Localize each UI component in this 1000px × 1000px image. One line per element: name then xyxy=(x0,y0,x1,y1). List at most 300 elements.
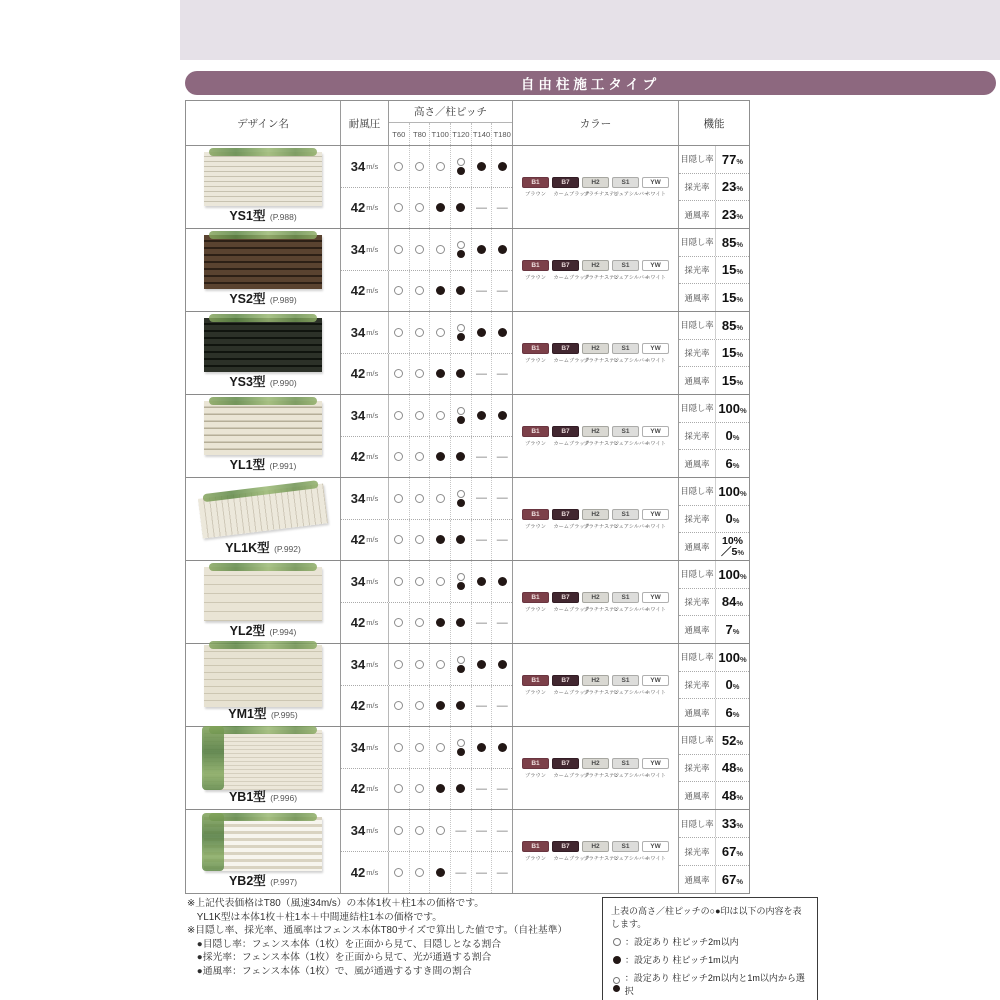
function-value: 15% xyxy=(721,262,744,278)
wind-pitch-cell xyxy=(341,478,513,560)
function-row xyxy=(679,671,749,699)
product-table xyxy=(185,100,750,894)
design-page-ref: (P.997) xyxy=(270,877,298,887)
function-value: 77% xyxy=(721,151,744,167)
color-swatch-B1: B1 ブラウン xyxy=(522,509,549,530)
function-row xyxy=(679,478,749,505)
pitch-mark-none: — xyxy=(471,188,492,229)
legend-title: 上表の高さ／柱ピッチの○●印は以下の内容を表します。 xyxy=(611,906,802,929)
wind-row-34 xyxy=(341,478,512,520)
wind-speed-unit: m/s xyxy=(366,244,379,254)
fence-photo-wrap xyxy=(186,645,340,707)
pitch-mark-none: — xyxy=(450,810,471,851)
color-swatches xyxy=(513,810,679,893)
header-size-t80: T80 xyxy=(409,123,430,145)
pitch-mark-open xyxy=(389,561,409,602)
function-label: 通風率 xyxy=(679,284,716,311)
wind-speed-cell xyxy=(341,312,389,353)
design-name-line xyxy=(230,624,297,639)
color-swatch-B1: B1 ブラウン xyxy=(522,177,549,198)
function-row xyxy=(679,837,749,865)
color-swatch-YW: YW ホワイト xyxy=(642,592,669,613)
color-swatch-H2: H2 プラチナステン xyxy=(583,427,620,447)
wind-speed-value: 42 xyxy=(350,283,366,299)
wind-speed-value: 42 xyxy=(350,200,366,216)
legend-item-text: ：設定あり 柱ピッチ1m以内 xyxy=(625,955,739,965)
function-value: 67% xyxy=(721,843,744,859)
header-height-pitch-group xyxy=(389,101,513,145)
wind-speed-cell xyxy=(341,727,389,768)
wind-speed-value: 34 xyxy=(350,241,366,257)
design-page-ref: (P.990) xyxy=(269,378,297,388)
design-name: YB2型 xyxy=(228,874,266,888)
design-page-ref: (P.989) xyxy=(269,295,297,305)
function-value: 10%／5% xyxy=(720,534,744,558)
wind-speed-value: 42 xyxy=(350,865,366,880)
function-label: 目隠し率 xyxy=(679,229,716,256)
color-swatch-B7: B7 カームブラック xyxy=(553,759,590,779)
pitch-mark-none: — xyxy=(491,769,512,810)
function-label: 目隠し率 xyxy=(679,727,716,754)
pitch-mark-open xyxy=(389,395,409,436)
fence-photo xyxy=(198,483,328,538)
pitch-mark-open xyxy=(389,644,409,685)
wind-pitch-cell xyxy=(341,810,513,893)
pitch-mark-none: — xyxy=(471,520,492,561)
color-swatch-B1: B1 ブラウン xyxy=(522,592,549,613)
wind-speed-value: 42 xyxy=(350,781,366,797)
pitch-marks xyxy=(389,644,512,685)
pitch-mark-both xyxy=(450,727,471,768)
color-swatch-B7: B7 カームブラック xyxy=(553,843,590,862)
product-row xyxy=(186,146,749,229)
design-page-ref: (P.991) xyxy=(269,461,297,471)
function-value: 7% xyxy=(725,621,740,637)
wind-row-34 xyxy=(341,810,512,852)
function-row xyxy=(679,422,749,450)
pitch-mark-filled xyxy=(471,146,492,187)
pitch-mark-open xyxy=(389,686,409,727)
table-header xyxy=(186,101,749,146)
function-value: 15% xyxy=(721,372,744,388)
function-row xyxy=(679,505,749,533)
wind-speed-cell xyxy=(341,354,389,395)
color-swatch-S1: S1 ピュアシルバー xyxy=(613,676,650,696)
header-size-t120: T120 xyxy=(450,123,471,145)
pitch-mark-filled xyxy=(491,727,512,768)
pitch-mark-filled xyxy=(429,852,450,893)
wind-row-42 xyxy=(341,686,512,727)
wind-row-34 xyxy=(341,146,512,188)
pitch-mark-open xyxy=(409,561,430,602)
color-swatch-H2: H2 プラチナステン xyxy=(583,759,620,779)
function-value: 100% xyxy=(718,483,747,499)
page-top-band xyxy=(180,0,1000,60)
pitch-mark-none: — xyxy=(491,437,512,478)
footnote-line: ※目隠し率、採光率、通風率はフェンス本体T80サイズで算出した値です。（自社基準） xyxy=(187,925,568,937)
fence-photo-wrap xyxy=(186,398,340,458)
wind-speed-unit: m/s xyxy=(366,784,379,794)
wind-row-42 xyxy=(341,769,512,810)
pitch-mark-filled xyxy=(429,686,450,727)
design-page-ref: (P.988) xyxy=(269,212,297,222)
color-swatch-H2: H2 プラチナステン xyxy=(583,843,620,862)
pitch-mark-open xyxy=(409,686,430,727)
pitch-mark-filled xyxy=(450,271,471,312)
wind-speed-cell xyxy=(341,686,389,727)
pitch-mark-both xyxy=(450,561,471,602)
wind-speed-cell xyxy=(341,810,389,851)
function-value: 0% xyxy=(725,677,740,693)
color-swatches xyxy=(513,644,679,726)
product-row xyxy=(186,644,749,727)
fence-photo xyxy=(204,567,322,621)
product-row xyxy=(186,727,749,810)
pitch-mark-filled xyxy=(491,146,512,187)
function-cell xyxy=(679,727,749,809)
function-value: 67% xyxy=(721,871,744,887)
color-swatches xyxy=(513,727,679,809)
header-height-pitch: 高さ／柱ピッチ xyxy=(389,101,512,123)
open-circle-icon xyxy=(611,938,623,946)
fence-photo-wrap xyxy=(186,149,340,209)
pitch-mark-none: — xyxy=(491,686,512,727)
function-row xyxy=(679,588,749,616)
wind-row-34 xyxy=(341,727,512,769)
pitch-mark-none: — xyxy=(471,810,492,851)
function-value: 100% xyxy=(718,566,747,582)
product-row xyxy=(186,561,749,644)
pitch-marks xyxy=(389,686,512,727)
section-title-bar xyxy=(185,71,996,95)
color-swatch-B7: B7 カームブラック xyxy=(553,344,590,364)
pitch-mark-open xyxy=(409,520,430,561)
wind-speed-unit: m/s xyxy=(366,742,379,752)
pitch-mark-open xyxy=(389,769,409,810)
pitch-mark-none: — xyxy=(491,188,512,229)
header-color: カラー xyxy=(513,101,679,145)
pitch-mark-open xyxy=(389,810,409,851)
design-name: YL2型 xyxy=(229,624,266,638)
color-swatches xyxy=(513,478,679,560)
wind-speed-cell xyxy=(341,229,389,270)
wind-speed-value: 34 xyxy=(350,573,366,589)
pitch-mark-open xyxy=(429,810,450,851)
function-row xyxy=(679,810,749,837)
wind-speed-unit: m/s xyxy=(366,452,379,462)
color-swatch-YW: YW ホワイト xyxy=(642,841,669,862)
function-row xyxy=(679,339,749,367)
function-label: 採光率 xyxy=(679,506,716,533)
pitch-mark-both xyxy=(450,312,471,353)
pitch-mark-none: — xyxy=(471,769,492,810)
pitch-marks xyxy=(389,271,512,312)
fence-photo xyxy=(204,401,322,455)
pitch-mark-none: — xyxy=(491,478,512,519)
pitch-mark-none: — xyxy=(471,478,492,519)
design-name-line xyxy=(228,707,297,722)
header-design-name: デザイン名 xyxy=(186,101,341,145)
color-swatches xyxy=(513,312,679,394)
color-swatch-H2: H2 プラチナステン xyxy=(583,510,620,530)
function-value: 23% xyxy=(721,206,744,222)
pitch-marks xyxy=(389,229,512,270)
design-cell xyxy=(186,229,341,311)
wind-speed-unit: m/s xyxy=(366,868,379,877)
function-cell xyxy=(679,810,749,893)
table-body xyxy=(186,146,749,893)
function-label: 通風率 xyxy=(679,699,716,726)
pitch-mark-none: — xyxy=(450,852,471,893)
function-row xyxy=(679,366,749,394)
function-label: 採光率 xyxy=(679,340,716,367)
wind-speed-cell xyxy=(341,769,389,810)
design-page-ref: (P.996) xyxy=(270,793,298,803)
pitch-mark-open xyxy=(409,271,430,312)
product-row xyxy=(186,229,749,312)
pitch-mark-filled xyxy=(471,395,492,436)
pitch-mark-open xyxy=(409,188,430,229)
pitch-marks xyxy=(389,561,512,602)
wind-speed-cell xyxy=(341,561,389,602)
function-label: 目隠し率 xyxy=(679,478,716,505)
pitch-mark-both xyxy=(450,395,471,436)
product-row xyxy=(186,478,749,561)
pitch-mark-filled xyxy=(429,769,450,810)
function-value: 6% xyxy=(725,704,740,720)
design-name: YS1型 xyxy=(229,209,266,223)
wind-speed-cell xyxy=(341,603,389,644)
color-swatch-B7: B7 カームブラック xyxy=(553,178,590,198)
wind-speed-unit: m/s xyxy=(366,410,379,420)
function-row xyxy=(679,727,749,754)
pitch-mark-filled xyxy=(471,229,492,270)
pitch-mark-none: — xyxy=(491,354,512,395)
pitch-marks xyxy=(389,603,512,644)
wind-speed-value: 34 xyxy=(350,324,366,340)
color-swatch-B1: B1 ブラウン xyxy=(522,675,549,696)
color-swatch-B1: B1 ブラウン xyxy=(522,758,549,779)
design-name: YL1型 xyxy=(229,458,266,472)
design-name-line xyxy=(229,209,296,224)
filled-circle-icon xyxy=(611,956,623,964)
header-size-t60: T60 xyxy=(392,129,406,139)
pitch-mark-filled xyxy=(450,188,471,229)
pitch-mark-open xyxy=(389,603,409,644)
function-label: 通風率 xyxy=(679,201,716,228)
function-row xyxy=(679,754,749,782)
design-name: YM1型 xyxy=(228,707,267,721)
function-label: 採光率 xyxy=(679,755,716,782)
pitch-mark-open xyxy=(389,520,409,561)
function-label: 採光率 xyxy=(679,423,716,450)
pitch-mark-filled xyxy=(491,561,512,602)
design-cell xyxy=(186,146,341,228)
pitch-mark-open xyxy=(409,395,430,436)
color-swatches xyxy=(513,146,679,228)
pitch-marks xyxy=(389,395,512,436)
function-cell xyxy=(679,395,749,477)
pitch-mark-both xyxy=(450,229,471,270)
pitch-marks xyxy=(389,727,512,768)
pitch-mark-filled xyxy=(429,188,450,229)
function-label: 目隠し率 xyxy=(679,810,716,837)
design-name-line xyxy=(229,375,296,390)
product-row xyxy=(186,810,749,893)
wind-speed-cell xyxy=(341,188,389,229)
pitch-mark-filled xyxy=(491,312,512,353)
function-label: 採光率 xyxy=(679,589,716,616)
function-value: 6% xyxy=(725,455,740,471)
design-name-line xyxy=(229,874,297,889)
pitch-mark-none: — xyxy=(471,271,492,312)
function-label: 採光率 xyxy=(679,257,716,284)
footnote-line: ●通風率：フェンス本体（1枚）で、風が通過するすき間の割合 xyxy=(187,965,472,977)
wind-speed-value: 42 xyxy=(350,366,366,382)
fence-photo-wrap xyxy=(186,481,340,541)
function-row xyxy=(679,698,749,726)
pitch-mark-both xyxy=(450,146,471,187)
pitch-mark-filled xyxy=(491,395,512,436)
pitch-mark-open xyxy=(429,395,450,436)
pitch-mark-filled xyxy=(429,603,450,644)
pitch-marks xyxy=(389,852,512,893)
legend-item-both xyxy=(611,971,809,997)
wind-speed-value: 34 xyxy=(350,656,366,672)
footnote-line: ※上記代表価格はT80（風速34m/s）の本体1枚＋柱1本の価格です。 xyxy=(187,898,485,909)
fence-photo xyxy=(204,318,322,372)
pitch-mark-filled xyxy=(450,437,471,478)
pitch-mark-open xyxy=(409,644,430,685)
wind-pitch-cell xyxy=(341,727,513,809)
design-cell xyxy=(186,561,341,643)
color-swatch-B7: B7 カームブラック xyxy=(553,593,590,613)
wind-speed-value: 42 xyxy=(350,449,366,465)
wind-speed-unit: m/s xyxy=(366,327,379,337)
function-label: 採光率 xyxy=(679,672,716,699)
function-label: 通風率 xyxy=(679,782,716,809)
function-value: 100% xyxy=(718,400,747,416)
pitch-mark-open xyxy=(409,603,430,644)
pitch-mark-open xyxy=(429,478,450,519)
fence-photo xyxy=(204,645,322,707)
pitch-mark-open xyxy=(409,727,430,768)
header-size-t140: T140 xyxy=(471,123,492,145)
pitch-marks xyxy=(389,312,512,353)
pitch-mark-none: — xyxy=(491,810,512,851)
design-cell xyxy=(186,395,341,477)
design-cell xyxy=(186,810,341,893)
function-label: 目隠し率 xyxy=(679,644,716,671)
wind-speed-unit: m/s xyxy=(366,826,379,835)
function-row xyxy=(679,449,749,477)
color-swatches xyxy=(513,229,679,311)
function-row xyxy=(679,229,749,256)
wind-speed-unit: m/s xyxy=(366,535,379,545)
pitch-marks xyxy=(389,354,512,395)
header-size-t180: T180 xyxy=(491,123,512,145)
function-value: 15% xyxy=(721,289,744,305)
pitch-mark-filled xyxy=(471,644,492,685)
pitch-mark-none: — xyxy=(471,354,492,395)
design-page-ref: (P.992) xyxy=(274,544,301,554)
color-swatch-YW: YW ホワイト xyxy=(642,426,669,447)
function-cell xyxy=(679,561,749,643)
color-swatch-YW: YW ホワイト xyxy=(642,260,669,281)
function-label: 採光率 xyxy=(679,838,716,865)
color-swatch-S1: S1 ピュアシルバー xyxy=(613,593,650,613)
wind-speed-value: 42 xyxy=(350,532,366,548)
pitch-mark-open xyxy=(389,478,409,519)
design-cell xyxy=(186,312,341,394)
wind-speed-cell xyxy=(341,852,389,893)
wind-pitch-cell xyxy=(341,146,513,228)
pitch-mark-open xyxy=(429,644,450,685)
header-wind-pressure: 耐風圧 xyxy=(341,101,389,145)
function-label: 通風率 xyxy=(679,866,716,893)
function-row xyxy=(679,615,749,643)
pitch-mark-both xyxy=(450,478,471,519)
wind-speed-value: 42 xyxy=(350,615,366,631)
pitch-mark-filled xyxy=(450,603,471,644)
legend-item-text: ：設定あり 柱ピッチ2m以内 xyxy=(625,937,739,947)
pitch-mark-open xyxy=(389,271,409,312)
color-swatch-YW: YW ホワイト xyxy=(642,758,669,779)
wind-speed-unit: m/s xyxy=(366,369,379,379)
color-swatch-H2: H2 プラチナステン xyxy=(583,344,620,364)
wind-pitch-cell xyxy=(341,312,513,394)
pitch-mark-filled xyxy=(429,271,450,312)
wind-row-42 xyxy=(341,188,512,229)
fence-photo xyxy=(204,152,322,206)
wind-pitch-cell xyxy=(341,395,513,477)
function-row xyxy=(679,200,749,228)
product-row xyxy=(186,312,749,395)
pitch-mark-filled xyxy=(471,561,492,602)
color-swatch-B1: B1 ブラウン xyxy=(522,260,549,281)
pitch-marks xyxy=(389,188,512,229)
fence-photo-wrap xyxy=(186,315,340,375)
color-swatch-B7: B7 カームブラック xyxy=(553,427,590,447)
pitch-mark-filled xyxy=(450,686,471,727)
function-value: 84% xyxy=(721,594,744,610)
function-value: 48% xyxy=(721,787,744,803)
wind-speed-unit: m/s xyxy=(366,161,379,171)
wind-pitch-cell xyxy=(341,644,513,726)
function-cell xyxy=(679,478,749,560)
design-name-line xyxy=(229,790,297,805)
footnote-line: ●採光率：フェンス本体（1枚）を正面から見て、光が通過する割合 xyxy=(187,952,492,964)
color-swatch-S1: S1 ピュアシルバー xyxy=(613,427,650,447)
function-label: 通風率 xyxy=(679,450,716,477)
fence-photo-wrap xyxy=(186,564,340,624)
pitch-mark-open xyxy=(409,312,430,353)
function-row xyxy=(679,865,749,893)
design-name: YB1型 xyxy=(228,790,266,804)
pitch-marks xyxy=(389,810,512,851)
function-value: 23% xyxy=(721,179,744,195)
fence-photo xyxy=(204,817,322,871)
wind-row-42 xyxy=(341,852,512,893)
header-height-sizes xyxy=(389,123,512,145)
wind-speed-cell xyxy=(341,395,389,436)
pitch-mark-filled xyxy=(429,520,450,561)
wind-speed-cell xyxy=(341,437,389,478)
wind-row-34 xyxy=(341,644,512,686)
wind-speed-value: 34 xyxy=(350,823,366,838)
wind-pitch-cell xyxy=(341,561,513,643)
pitch-mark-open xyxy=(409,229,430,270)
